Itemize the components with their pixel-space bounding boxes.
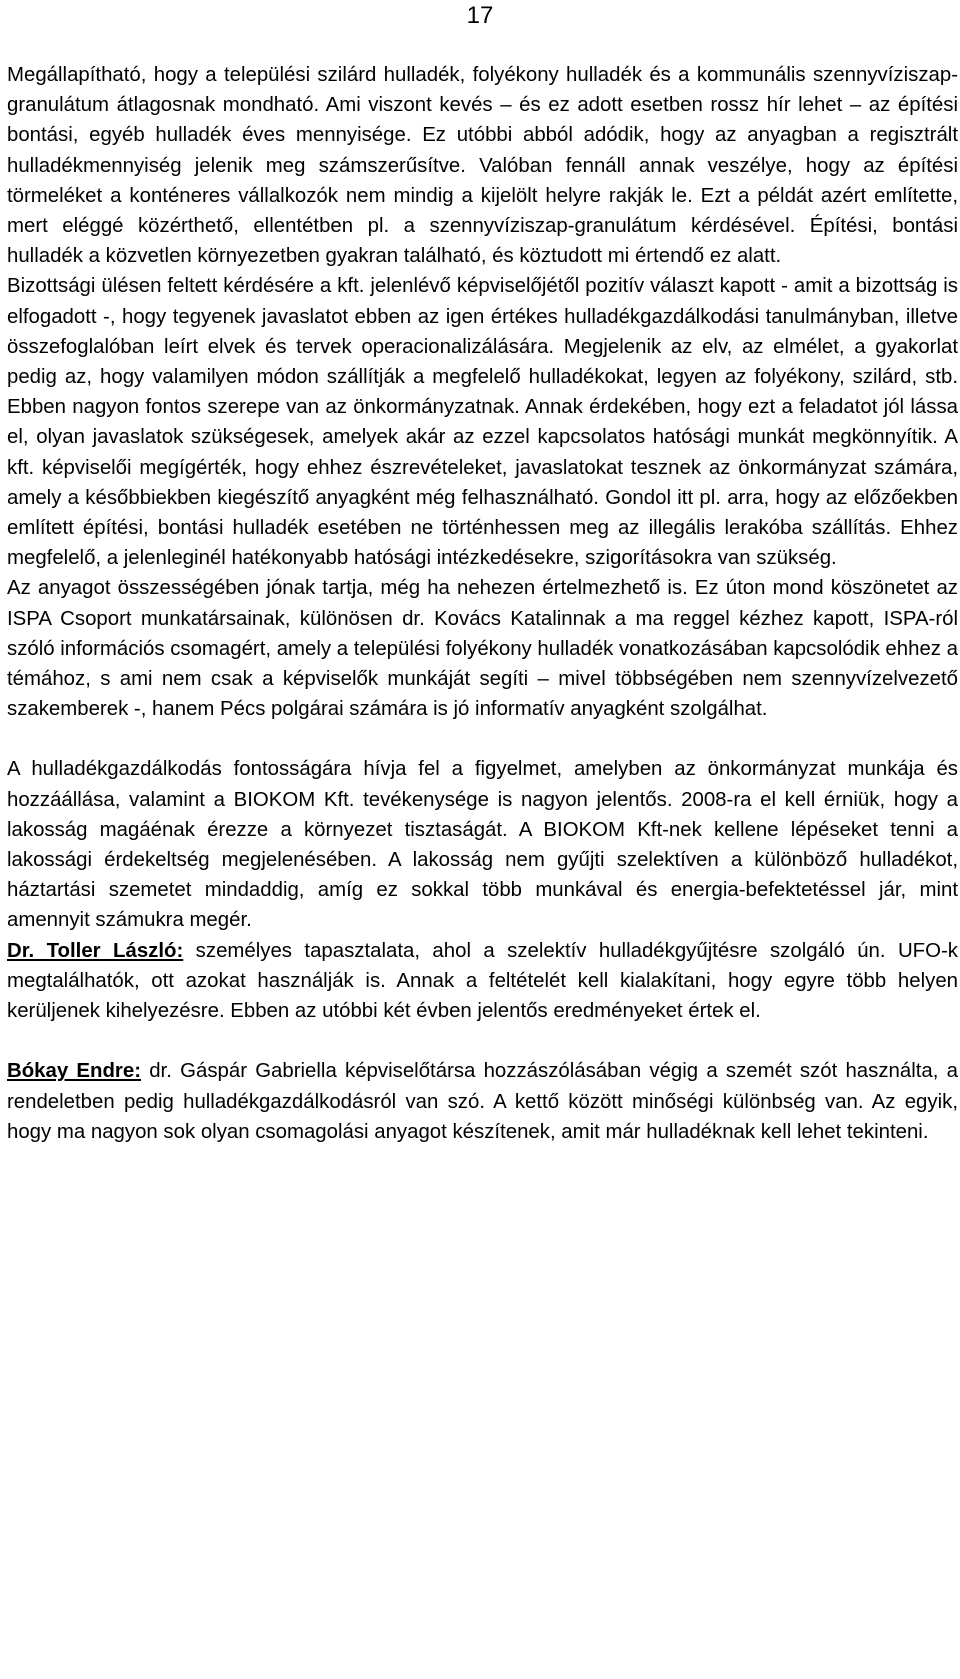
page-number: 17 [466,2,494,29]
speech-bokay [7,1056,958,1147]
paragraph-gap [7,724,958,754]
speaker-name: Bókay Endre: [7,1060,141,1083]
paragraph-committee-question: Bizottsági ülésen feltett kérdésére a kft. jelenlévő képviselőjétől pozitív választ kapott - amit a bizottság is elfogadott -, hogy tegyenek javaslatot ebben az igen értékes hulladékgazdálkodási tanulmányban, illetve összefoglalóban leírt elvek és tervek operacionalizálására. Megjelenik az elv, az elmélet, a gyakorlat pedig az, hogy valamilyen módon szállítják a megfelelő hulladékokat, legyen az folyékony, szilárd, stb. Ebben nagyon fontos szerepe van az önkormányzatnak. Annak érdekében, hogy ezt a feladatot jól lássa el, olyan javaslatok szükségesek, amelyek akár az ezzel kapcsolatos hatósági munkát megkönnyítik. A kft. képviselői megígérték, hogy ehhez észrevételeket, javaslatokat tesznek az önkormányzat számára, amely a későbbiekben kiegészítő anyagként még felhasználható. Gondol itt pl. arra, hogy az előzőekben említett építési, bontási hulladék esetében ne történhessen meg az illegális lerakóba szállítás. Ehhez megfelelő, a jelenleginél hatékonyabb hatósági intézkedésekre, szigorításokra van szükség. [7,275,958,570]
paragraph-waste-management: A hulladékgazdálkodás fontosságára hívja fel a figyelmet, amelyben az önkormányzat munkája és hozzáállása, valamint a BIOKOM Kft. tevékenysége is nagyon jelentős. 2008-ra el kell érniük, hogy a lakosság magáénak érezze a környezet tisztaságát. A BIOKOM Kft-nek kellene lépéseket tenni a lakossági érdekeltség megjelenésében. A lakosság nem gyűjti szelektíven a különböző hulladékot, háztartási szemetet mindaddig, amíg ez sokkal több munkával és energia-befektetéssel jár, mint amennyit számukra megér. [7,758,958,932]
speech-text: dr. Gáspár Gabriella képviselőtársa hozzászólásában végig a szemét szót használta, a rendeletben pedig hulladékgazdálkodásról van szó. A kettő között minőségi különbség van. Az egyik, hogy ma nagyon sok olyan csomagolási anyagot készítenek, amit már hulladéknak kell lehet tekinteni. [7,1060,958,1143]
speaker-name: Dr. Toller László: [7,939,184,962]
document-body [7,60,958,1147]
speech-text: személyes tapasztalata, ahol a szelektív hulladékgyűjtésre szolgáló ún. UFO-k megtalálhatók, ott azokat használják is. Annak a feltételét kell kialakítani, hogy egyre több helyen kerüljenek kihelyezésre. Ebben az utóbbi két évben jelentős eredményeket értek el. [7,939,958,1023]
paragraph-gap [7,1026,958,1056]
speech-toller [7,936,958,1027]
paragraph-thanks-ispa: Az anyagot összességében jónak tartja, még ha nehezen értelmezhető is. Ez úton mond köszönetet az ISPA Csoport munkatársainak, különösen dr. Kovács Katalinnak a ma reggel kézhez kapott, ISPA-ról szóló információs csomagért, amely a települési folyékony hulladék vonatkozásában kapcsolódik ehhez a témához, s ami nem csak a képviselők munkáját segíti – mivel többségében nem szennyvízelvezető szakemberek -, hanem Pécs polgárai számára is jó informatív anyagként szolgálhat. [7,577,958,721]
paragraph-assessment: Megállapítható, hogy a települési szilárd hulladék, folyékony hulladék és a kommunális szennyvíziszap-granulátum átlagosnak mondható. Ami viszont kevés – és ez adott esetben rossz hír lehet – az építési bontási, egyéb hulladék éves mennyisége. Ez utóbbi abból adódik, hogy az anyagban a regisztrált hulladékmennyiség jelenik meg számszerűsítve. Valóban fennáll annak veszélye, hogy az építési törmeléket a konténeres vállalkozók nem mindig a kijelölt helyre rakják le. Ezt a példát azért említette, mert eléggé közérthető, ellentétben pl. a szennyvíziszap-granulátum kérdésével. Építési, bontási hulladék a közvetlen környezetben gyakran található, és köztudott mi értendő ez alatt. [7,64,958,268]
